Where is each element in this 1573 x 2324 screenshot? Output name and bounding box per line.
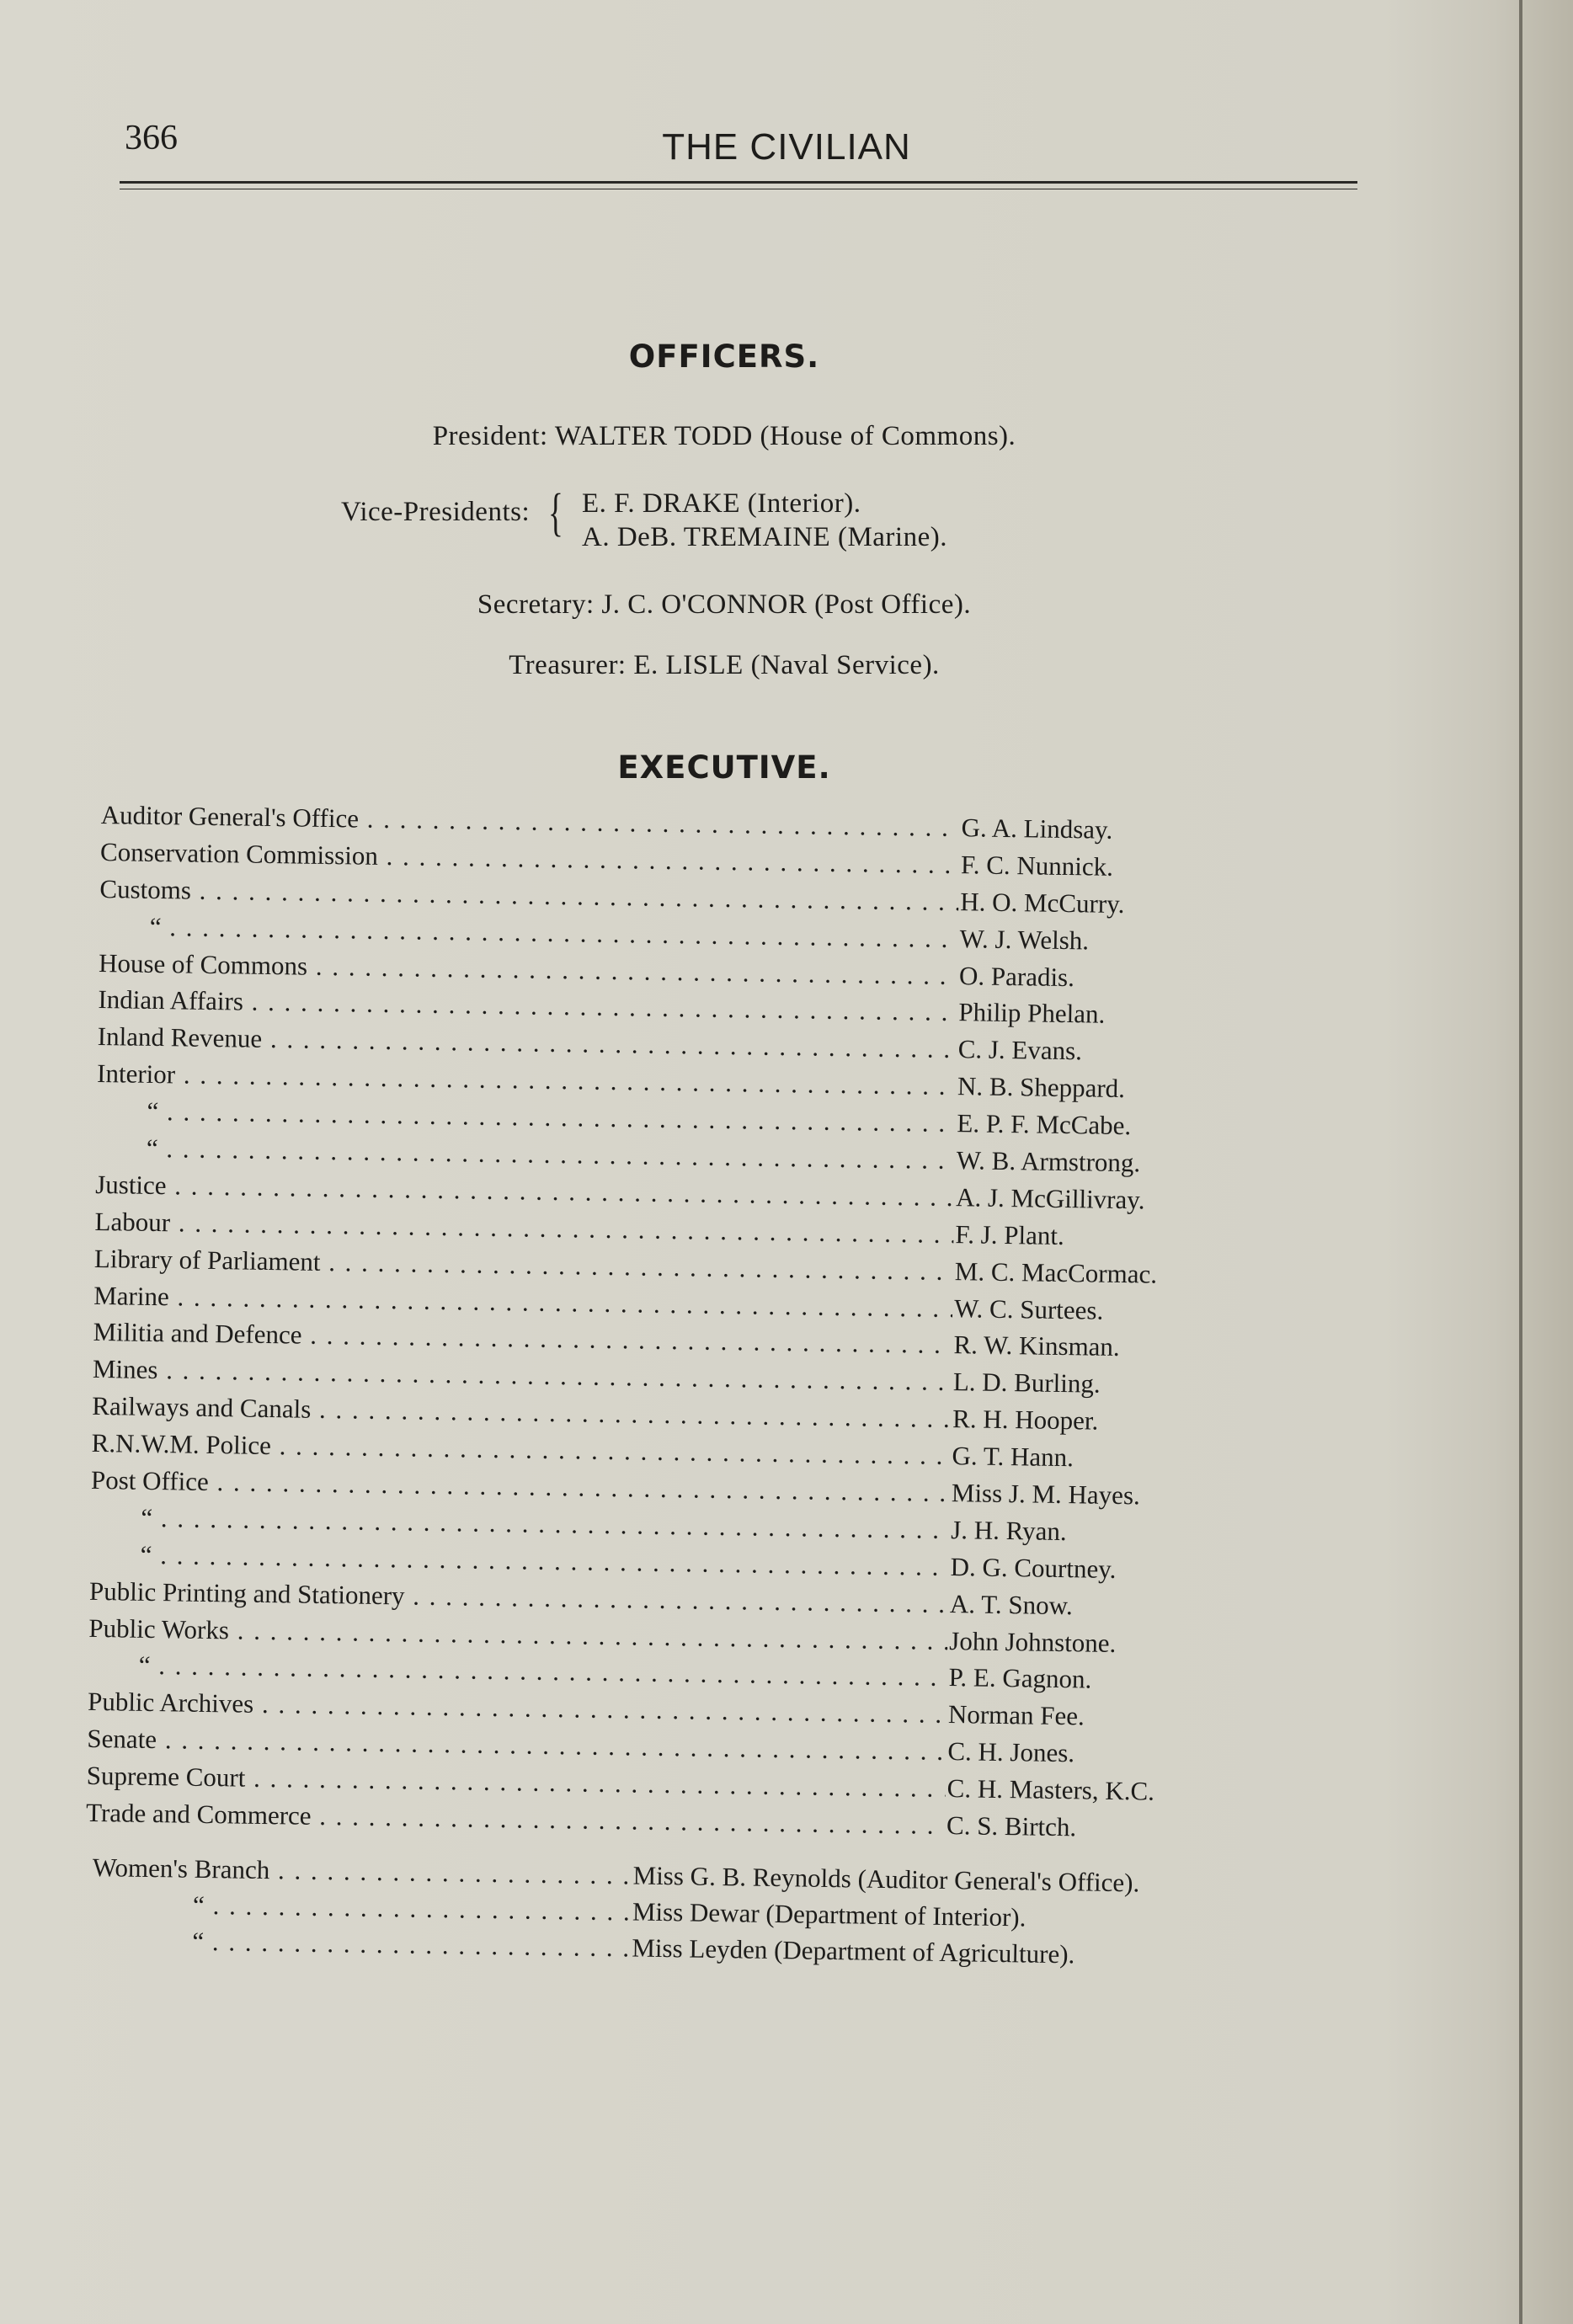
- department-label: Mines: [92, 1354, 158, 1385]
- representative-name: John Johnstone.: [949, 1625, 1117, 1658]
- department-label: Militia and Defence: [93, 1317, 302, 1351]
- representative-name: L. D. Burling.: [952, 1367, 1101, 1399]
- department-label: Senate: [87, 1724, 157, 1755]
- representative-name: Norman Fee.: [947, 1699, 1085, 1731]
- president-line: President: WALTER TODD (House of Commons).: [432, 421, 1016, 451]
- executive-heading: EXECUTIVE.: [617, 749, 831, 786]
- representative-name: W. J. Welsh.: [959, 923, 1090, 956]
- representative-name: A. T. Snow.: [949, 1588, 1074, 1620]
- executive-list: [86, 800, 1221, 1852]
- department-name: [100, 800, 959, 843]
- department-label: Women's Branch: [92, 1852, 270, 1885]
- vice-president-name: E. F. DRAKE (Interior).: [582, 488, 861, 519]
- representative-name: C. H. Masters, K.C.: [946, 1773, 1155, 1806]
- representative-name: C. J. Evans.: [957, 1034, 1083, 1066]
- department-label: Customs: [99, 873, 192, 905]
- representative-name: H. O. McCurry.: [960, 886, 1125, 919]
- representative-name: O. Paradis.: [958, 960, 1075, 992]
- department-label: Labour: [94, 1206, 171, 1238]
- department-label: Trade and Commerce: [85, 1797, 312, 1831]
- department-name: [92, 1852, 631, 1890]
- vice-presidents-block: [341, 484, 1099, 564]
- running-title: THE CIVILIAN: [662, 126, 911, 168]
- representative-name: W. B. Armstrong.: [956, 1145, 1141, 1178]
- department-label: “: [192, 1890, 205, 1920]
- representative-name: C. S. Birtch.: [946, 1810, 1077, 1842]
- treasurer-line: Treasurer: E. LISLE (Naval Service).: [509, 650, 940, 680]
- vice-president-name: A. DeB. TREMAINE (Marine).: [582, 522, 947, 552]
- department-label: “: [141, 1502, 153, 1532]
- representative-name: C. H. Jones.: [947, 1736, 1075, 1768]
- representative-name: M. C. MacCormac.: [954, 1255, 1158, 1289]
- department-label: Supreme Court: [86, 1761, 246, 1793]
- representative-name: D. G. Courtney.: [950, 1551, 1117, 1584]
- officers-heading: OFFICERS.: [628, 338, 820, 375]
- representative-name: Miss Dewar (Department of Interior).: [632, 1896, 1026, 1932]
- representative-name: N. B. Sheppard.: [957, 1071, 1126, 1104]
- page-number: 366: [125, 119, 178, 157]
- department-label: Railways and Canals: [92, 1391, 312, 1425]
- department-label: Conservation Commission: [99, 836, 379, 871]
- department-label: “: [149, 911, 162, 941]
- department-label: Public Works: [88, 1612, 230, 1644]
- secretary-line: Secretary: J. C. O'CONNOR (Post Office).: [477, 589, 972, 620]
- department-label: Auditor General's Office: [100, 800, 360, 834]
- department-label: “: [147, 1095, 159, 1127]
- department-label: Library of Parliament: [93, 1243, 321, 1277]
- vice-presidents-label: Vice-Presidents:: [341, 497, 531, 527]
- department-label: Interior: [96, 1058, 176, 1090]
- department-label: Marine: [93, 1280, 170, 1311]
- representative-name: Miss G. B. Reynolds (Auditor General's Office).: [632, 1860, 1140, 1898]
- department-label: Justice: [94, 1169, 167, 1201]
- representative-name: R. W. Kinsman.: [953, 1330, 1120, 1362]
- representative-name: R. H. Hooper.: [952, 1404, 1099, 1436]
- department-label: “: [192, 1926, 205, 1956]
- department-label: “: [146, 1133, 158, 1164]
- representative-name: G. T. Hann.: [952, 1441, 1074, 1473]
- header-rule: [120, 181, 1357, 184]
- representative-name: E. P. F. McCabe.: [957, 1108, 1132, 1141]
- representative-name: Miss Leyden (Department of Agriculture).: [632, 1932, 1075, 1970]
- department-label: “: [138, 1650, 151, 1681]
- representative-name: W. C. Surtees.: [953, 1293, 1104, 1325]
- department-label: Public Printing and Stationery: [88, 1575, 405, 1611]
- representative-name: Miss J. M. Hayes.: [951, 1478, 1141, 1511]
- brace-glyph: {: [548, 484, 564, 541]
- womens-branch-list: [91, 1852, 1339, 1980]
- representative-name: A. J. McGillivray.: [955, 1182, 1145, 1215]
- representative-name: F. J. Plant.: [955, 1218, 1065, 1250]
- department-label: R.N.W.M. Police: [91, 1428, 272, 1461]
- representative-name: J. H. Ryan.: [950, 1514, 1067, 1547]
- department-label: Inland Revenue: [97, 1021, 263, 1054]
- department-label: House of Commons: [98, 947, 308, 981]
- department-label: Public Archives: [87, 1687, 254, 1719]
- representative-name: F. C. Nunnick.: [960, 850, 1114, 882]
- representative-name: G. A. Lindsay.: [961, 813, 1113, 845]
- department-label: Indian Affairs: [98, 984, 244, 1016]
- representative-name: P. E. Gagnon.: [948, 1662, 1092, 1695]
- representative-name: Philip Phelan.: [958, 997, 1106, 1030]
- book-spine-shadow: [1519, 0, 1522, 2324]
- department-label: “: [140, 1539, 152, 1570]
- department-label: Post Office: [90, 1464, 210, 1497]
